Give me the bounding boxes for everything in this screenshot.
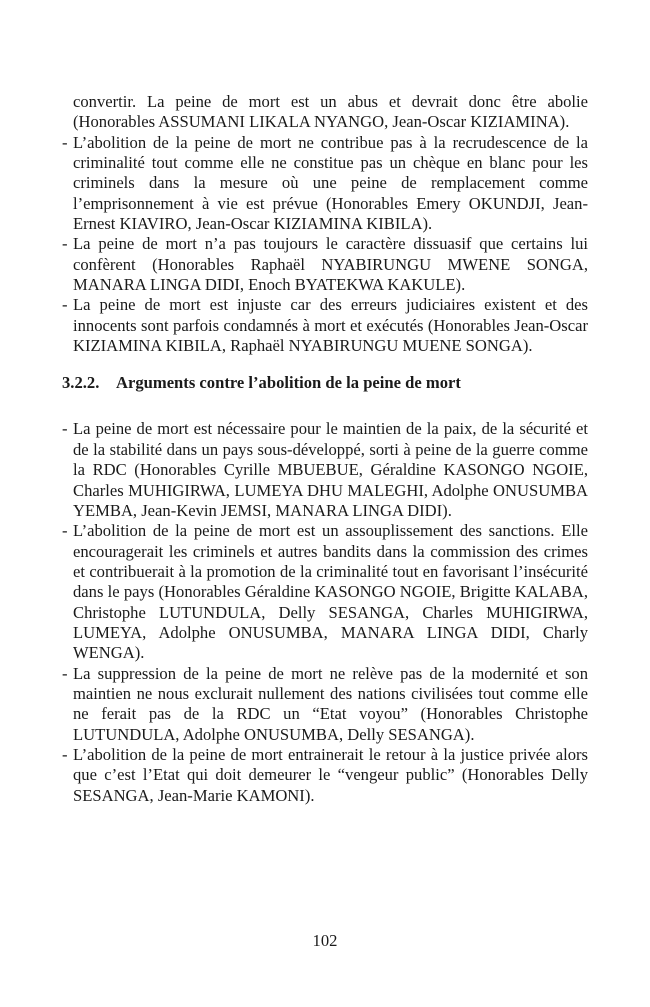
list-item-text: L’abolition de la peine de mort est un assouplissement des sanctions. Elle encouragerait les criminels et autres bandits dans la commission des crimes et contribuerait à la promotion de la criminalité tout en favorisant l’insécurité dans le pays (Honorables Géraldine KASONGO NGOIE, Brigitte KALABA, Christophe LUTUNDULA, Delly SESANGA, Charles MUHIGIRWA, LUMEYA, Adolphe ONUSUMBA, MANARA LINGA DIDI, Charly WENGA). <box>73 521 588 663</box>
list-item-text: L’abolition de la peine de mort entrainerait le retour à la justice privée alors que c’est l’Etat qui doit demeurer le “vengeur public” (Honorables Delly SESANGA, Jean-Marie KAMONI). <box>73 744 588 805</box>
list-item <box>62 521 588 663</box>
list-item-text: La peine de mort n’a pas toujours le caractère dissuasif que certains lui confèrent (Honorables Raphaël NYABIRUNGU MWENE SONGA, MANARA LINGA DIDI, Enoch BYATEKWA KAKULE). <box>73 234 588 295</box>
bullet-dash: - <box>62 521 68 541</box>
list-item-text: La suppression de la peine de mort ne relève pas de la modernité et son maintien ne nous exclurait nullement des nations civilisées tout comme elle ne ferait pas de la RDC un “Etat voyou” (Honorables Christophe LUTUNDULA, Adolphe ONUSUMBA, Delly SESANGA). <box>73 663 588 744</box>
list-item <box>62 234 588 295</box>
list-item <box>62 745 588 806</box>
list-item <box>62 664 588 745</box>
bullet-dash: - <box>62 663 68 683</box>
bullet-dash: - <box>62 419 68 439</box>
section-number: 3.2.2. <box>62 373 100 393</box>
bullet-dash: - <box>62 295 68 315</box>
list-item-text: La peine de mort est nécessaire pour le maintien de la paix, de la sécurité et de la stabilité dans un pays sous-développé, sorti à peine de la guerre comme la RDC (Honorables Cyrille MBUEBUE, Géraldine KASONGO NGOIE, Charles MUHIGIRWA, LUMEYA DHU MALEGHI, Adolphe ONUSUMBA YEMBA, Jean-Kevin JEMSI, MANARA LINGA DIDI). <box>73 419 588 520</box>
page-number: 102 <box>312 931 338 950</box>
intro-continuation-paragraph: convertir. La peine de mort est un abus et devrait donc être abolie (Honorables ASSUMANI LIKALA NYANGO, Jean-Oscar KIZIAMINA). <box>73 92 588 132</box>
section-heading <box>62 373 588 393</box>
bullet-dash: - <box>62 132 68 152</box>
pro-abolition-list <box>62 133 588 357</box>
contra-abolition-list <box>62 419 588 806</box>
page-body <box>62 92 588 806</box>
list-item <box>62 295 588 356</box>
bullet-dash: - <box>62 744 68 764</box>
section-title: Arguments contre l’abolition de la peine de mort <box>116 373 461 393</box>
list-item <box>62 419 588 521</box>
list-item <box>62 133 588 235</box>
bullet-dash: - <box>62 234 68 254</box>
list-item-text: La peine de mort est injuste car des erreurs judiciaires existent et des innocents sont parfois condamnés à mort et exécutés (Honorables Jean-Oscar KIZIAMINA KIBILA, Raphaël NYABIRUNGU MUENE SONGA). <box>73 295 588 356</box>
list-item-text: L’abolition de la peine de mort ne contribue pas à la recrudescence de la criminalité tout comme elle ne constitue pas un chèque en blanc pour les criminels dans la mesure où une peine de remplacement comme l’emprisonnement à vie est prévue (Honorables Emery OKUNDJI, Jean-Ernest KIAVIRO, Jean-Oscar KIZIAMINA KIBILA). <box>73 132 588 234</box>
